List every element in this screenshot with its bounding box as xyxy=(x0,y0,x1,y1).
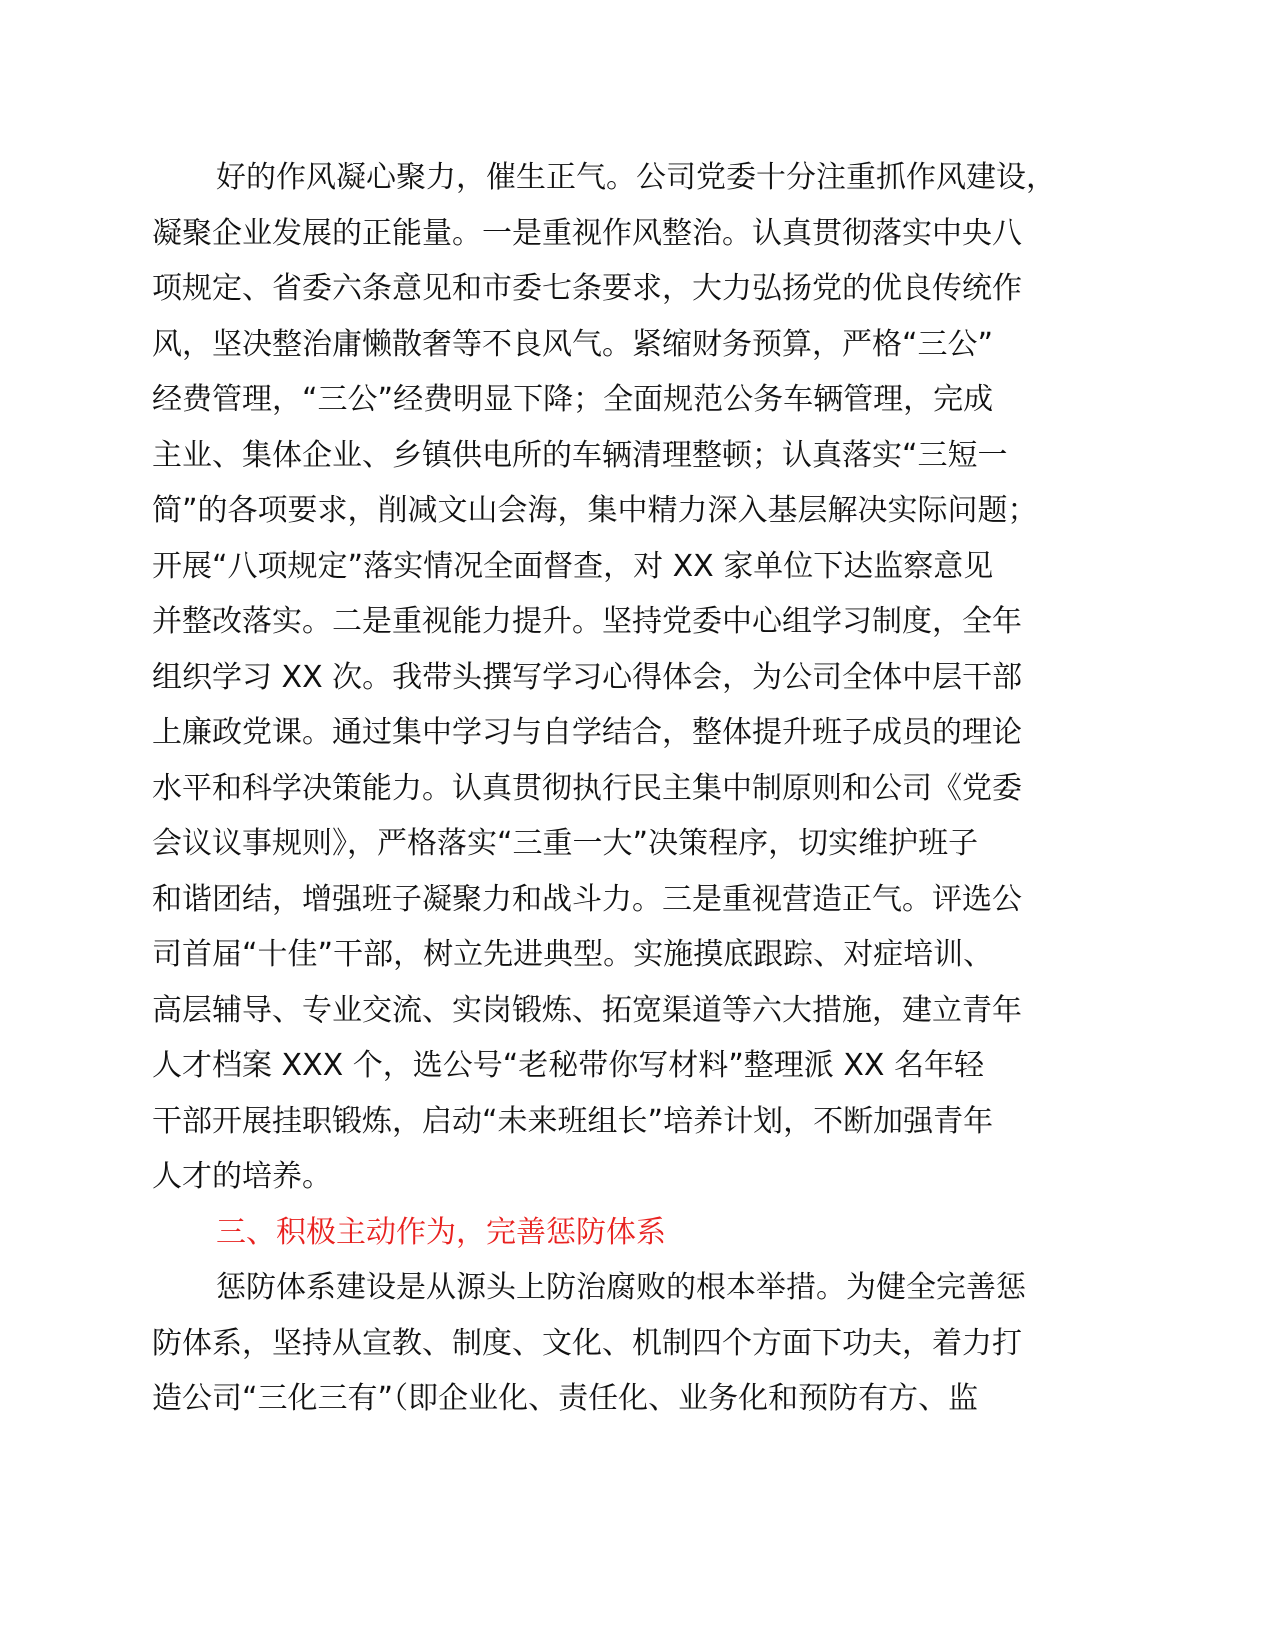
text-line: 高层辅导、专业交流、实岗锻炼、拓宽渠道等六大措施，建立青年 xyxy=(152,992,1022,1028)
text-line: 凝聚企业发展的正能量。一是重视作风整治。认真贯彻落实中央八 xyxy=(152,215,1022,251)
text-line: 并整改落实。二是重视能力提升。坚持党委中心组学习制度，全年 xyxy=(152,604,1022,639)
text-line: 造公司“三化三有”（即企业化、责任化、业务化和预防有方、监 xyxy=(152,1381,979,1416)
paragraph-work-style xyxy=(152,150,1092,1205)
text-line: 防体系，坚持从宣教、制度、文化、机制四个方面下功夫，着力打 xyxy=(152,1325,1022,1361)
text-line: 人才的培养。 xyxy=(152,1159,332,1194)
text-line: 好的作风凝心聚力，催生正气。公司党委十分注重抓作风建设， xyxy=(216,160,1056,195)
text-line: 组织学习 XX 次。我带头撰写学习心得体会，为公司全体中层干部 xyxy=(152,659,1023,695)
text-line: 上廉政党课。通过集中学习与自学结合，整体提升班子成员的理论 xyxy=(152,715,1022,750)
paragraph-punishment-prevention xyxy=(152,1260,1092,1427)
text-line: 惩防体系建设是从源头上防治腐败的根本举措。为健全完善惩 xyxy=(216,1270,1026,1305)
text-line: 会议议事规则》，严格落实“三重一大”决策程序，切实维护班子 xyxy=(152,826,979,861)
document-body xyxy=(152,150,1092,1427)
text-line: 主业、集体企业、乡镇供电所的车辆清理整顿；认真落实“三短一 xyxy=(152,437,1008,473)
text-line: 项规定、省委六条意见和市委七条要求，大力弘扬党的优良传统作 xyxy=(152,271,1022,306)
section-heading: 三、积极主动作为，完善惩防体系 xyxy=(216,1214,666,1250)
text-line: 水平和科学决策能力。认真贯彻执行民主集中制原则和公司《党委 xyxy=(152,770,1022,806)
text-line: 和谐团结，增强班子凝聚力和战斗力。三是重视营造正气。评选公 xyxy=(152,881,1022,917)
text-line: 开展“八项规定”落实情况全面督查，对 XX 家单位下达监察意见 xyxy=(152,548,994,584)
text-line: 风，坚决整治庸懒散奢等不良风气。紧缩财务预算，严格“三公” xyxy=(152,326,994,362)
text-line: 简”的各项要求，削减文山会海，集中精力深入基层解决实际问题； xyxy=(152,493,1038,528)
text-line: 经费管理，“三公”经费明显下降；全面规范公务车辆管理，完成 xyxy=(152,382,994,417)
text-line: 干部开展挂职锻炼，启动“未来班组长”培养计划，不断加强青年 xyxy=(152,1103,994,1139)
text-line: 司首届“十佳”干部，树立先进典型。实施摸底跟踪、对症培训、 xyxy=(152,937,994,972)
text-line: 人才档案 XXX 个，选公号“老秘带你写材料”整理派 XX 名年轻 xyxy=(152,1048,984,1083)
